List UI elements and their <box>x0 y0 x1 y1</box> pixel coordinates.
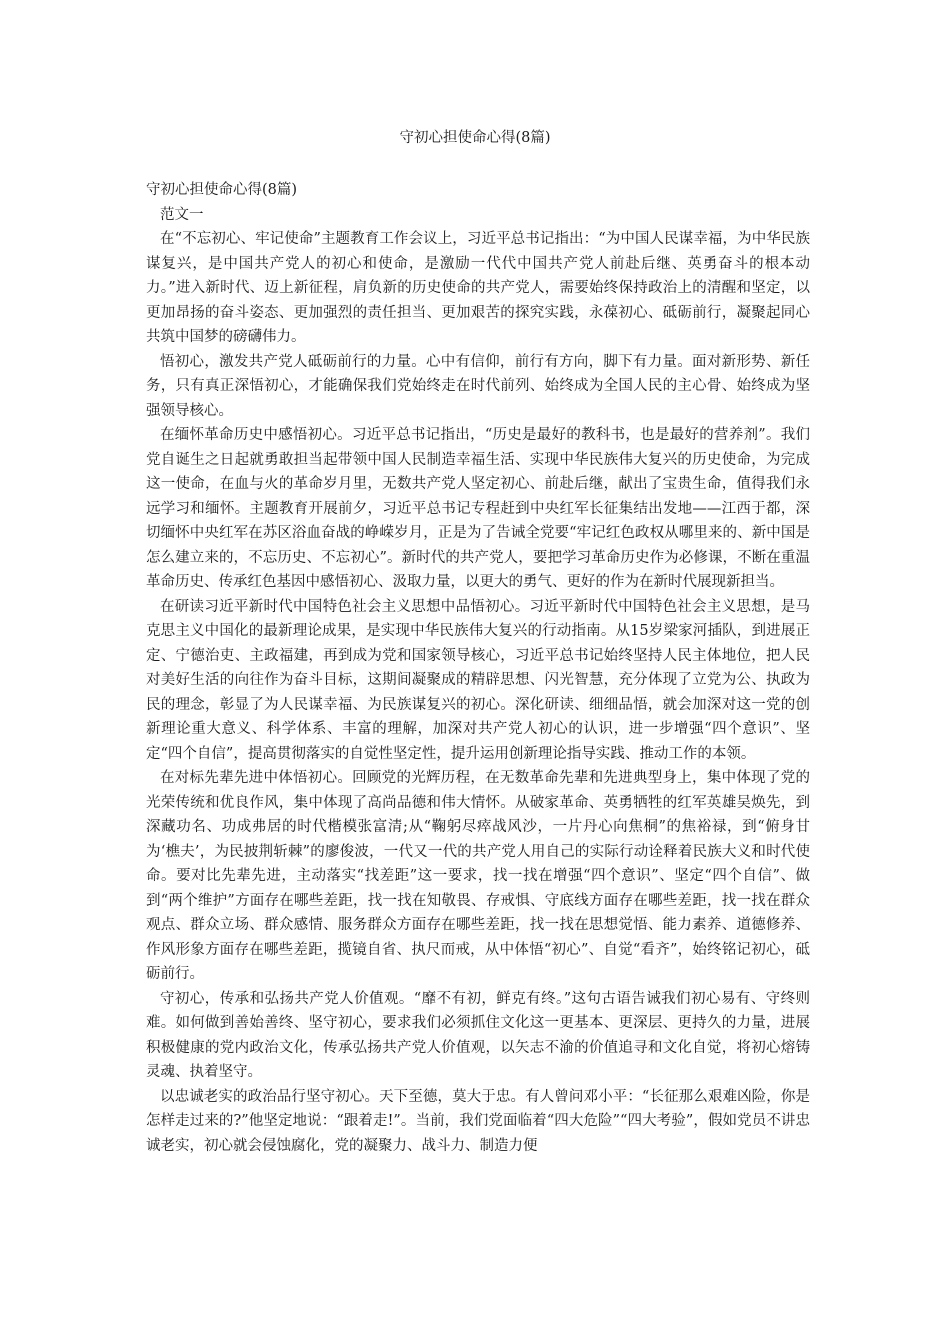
paragraph: 悟初心，激发共产党人砥砺前行的力量。心中有信仰，前行有方向，脚下有力量。面对新形势、新任务，只有真正深悟初心，才能确保我们党始终走在时代前列、始终成为全国人民的主心骨、始终成为坚强领导核心。 <box>146 353 810 419</box>
paragraph: 在对标先辈先进中体悟初心。回顾党的光辉历程，在无数革命先辈和先进典型身上，集中体现了党的光荣传统和优良作风，集中体现了高尚品德和伟大情怀。从破家革命、英勇牺牲的红军英雄吴焕先，到深藏功名、功成弗居的时代楷模张富清;从“鞠躬尽瘁战风沙，一片丹心向焦桐”的焦裕禄，到“俯身甘为‘樵夫’，为民披荆斩棘”的廖俊波，一代又一代的共产党人用自己的实际行动诠释着民族大义和时代使命。要对比先辈先进，主动落实“找差距”这一要求，找一找在增强“四个意识”、坚定“四个自信”、做到“两个维护”方面存在哪些差距，找一找在知敬畏、存戒惧、守底线方面存在哪些差距，找一找在群众观点、群众立场、群众感情、服务群众方面存在哪些差距，找一找在思想觉悟、能力素养、道德修养、作风形象方面存在哪些差距，揽镜自省、执尺而戒，从中体悟“初心”、自觉“看齐”，始终铭记初心，砥砺前行。 <box>146 770 810 982</box>
section-label: 范文一 <box>160 206 204 223</box>
document-body <box>146 178 810 1158</box>
page-title: 守初心担使命心得(8篇) <box>399 130 551 146</box>
paragraph: 以忠诚老实的政治品行坚守初心。天下至德，莫大于忠。有人曾问邓小平：“长征那么艰难凶险，你是怎样走过来的?”他坚定地说：“跟着走!”。当前，我们党面临着“四大危险”“四大考验”，假如党员不讲忠诚老实，初心就会侵蚀腐化，党的凝聚力、战斗力、制造力便 <box>146 1088 810 1154</box>
paragraph: 在研读习近平新时代中国特色社会主义思想中品悟初心。习近平新时代中国特色社会主义思想，是马克思主义中国化的最新理论成果，是实现中华民族伟大复兴的行动指南。从15岁梁家河插队，到进展正定、宁德治吏、主政福建，再到成为党和国家领导核心，习近平总书记始终坚持人民主体地位，把人民对美好生活的向往作为奋斗目标，这期间凝聚成的精辟思想、闪光智慧，充分体现了立党为公、执政为民的理念，彰显了为人民谋幸福、为民族谋复兴的初心。深化研读、细细品悟，就会加深对这一党的创新理论重大意义、科学体系、丰富的理解，加深对共产党人初心的认识，进一步增强“四个意识”、坚定“四个自信”，提高贯彻落实的自觉性坚定性，提升运用创新理论指导实践、推动工作的本领。 <box>146 598 810 762</box>
paragraph: 在“不忘初心、牢记使命”主题教育工作会议上，习近平总书记指出：“为中国人民谋幸福，为中华民族谋复兴，是中国共产党人的初心和使命，是激励一代代中国共产党人前赴后继、英勇奋斗的根本动力。”进入新时代、迈上新征程，肩负新的历史使命的共产党人，需要始终保持政治上的清醒和坚定，以更加昂扬的奋斗姿态、更加强烈的责任担当、更加艰苦的探究实践，永葆初心、砥砺前行，凝聚起同心共筑中国梦的磅礴伟力。 <box>146 231 810 345</box>
paragraph: 在缅怀革命历史中感悟初心。习近平总书记指出，“历史是最好的教科书，也是最好的营养剂”。我们党自诞生之日起就勇敢担当起带领中国人民制造幸福生活、实现中华民族伟大复兴的历史使命，为完成这一使命，在血与火的革命岁月里，无数共产党人坚定初心、前赴后继，献出了宝贵生命，值得我们永远学习和缅怀。主题教育开展前夕，习近平总书记专程赶到中央红军长征集结出发地——江西于都，深切缅怀中央红军在苏区浴血奋战的峥嵘岁月，正是为了告诫全党要“牢记红色政权从哪里来的、新中国是怎么建立来的，不忘历史、不忘初心”。新时代的共产党人，要把学习革命历史作为必修课，不断在重温革命历史、传承红色基因中感悟初心、汲取力量，以更大的勇气、更好的作为在新时代展现新担当。 <box>146 427 810 590</box>
paragraph: 守初心，传承和弘扬共产党人价值观。“靡不有初，鲜克有终。”这句古语告诫我们初心易有、守终则难。如何做到善始善终、坚守初心，要求我们必须抓住文化这一更基本、更深层、更持久的力量，进展积极健康的党内政治文化，传承弘扬共产党人价值观，以矢志不渝的价值追寻和文化自觉，将初心熔铸灵魂、执着坚守。 <box>146 990 810 1080</box>
body-heading: 守初心担使命心得(8篇) <box>146 182 298 198</box>
